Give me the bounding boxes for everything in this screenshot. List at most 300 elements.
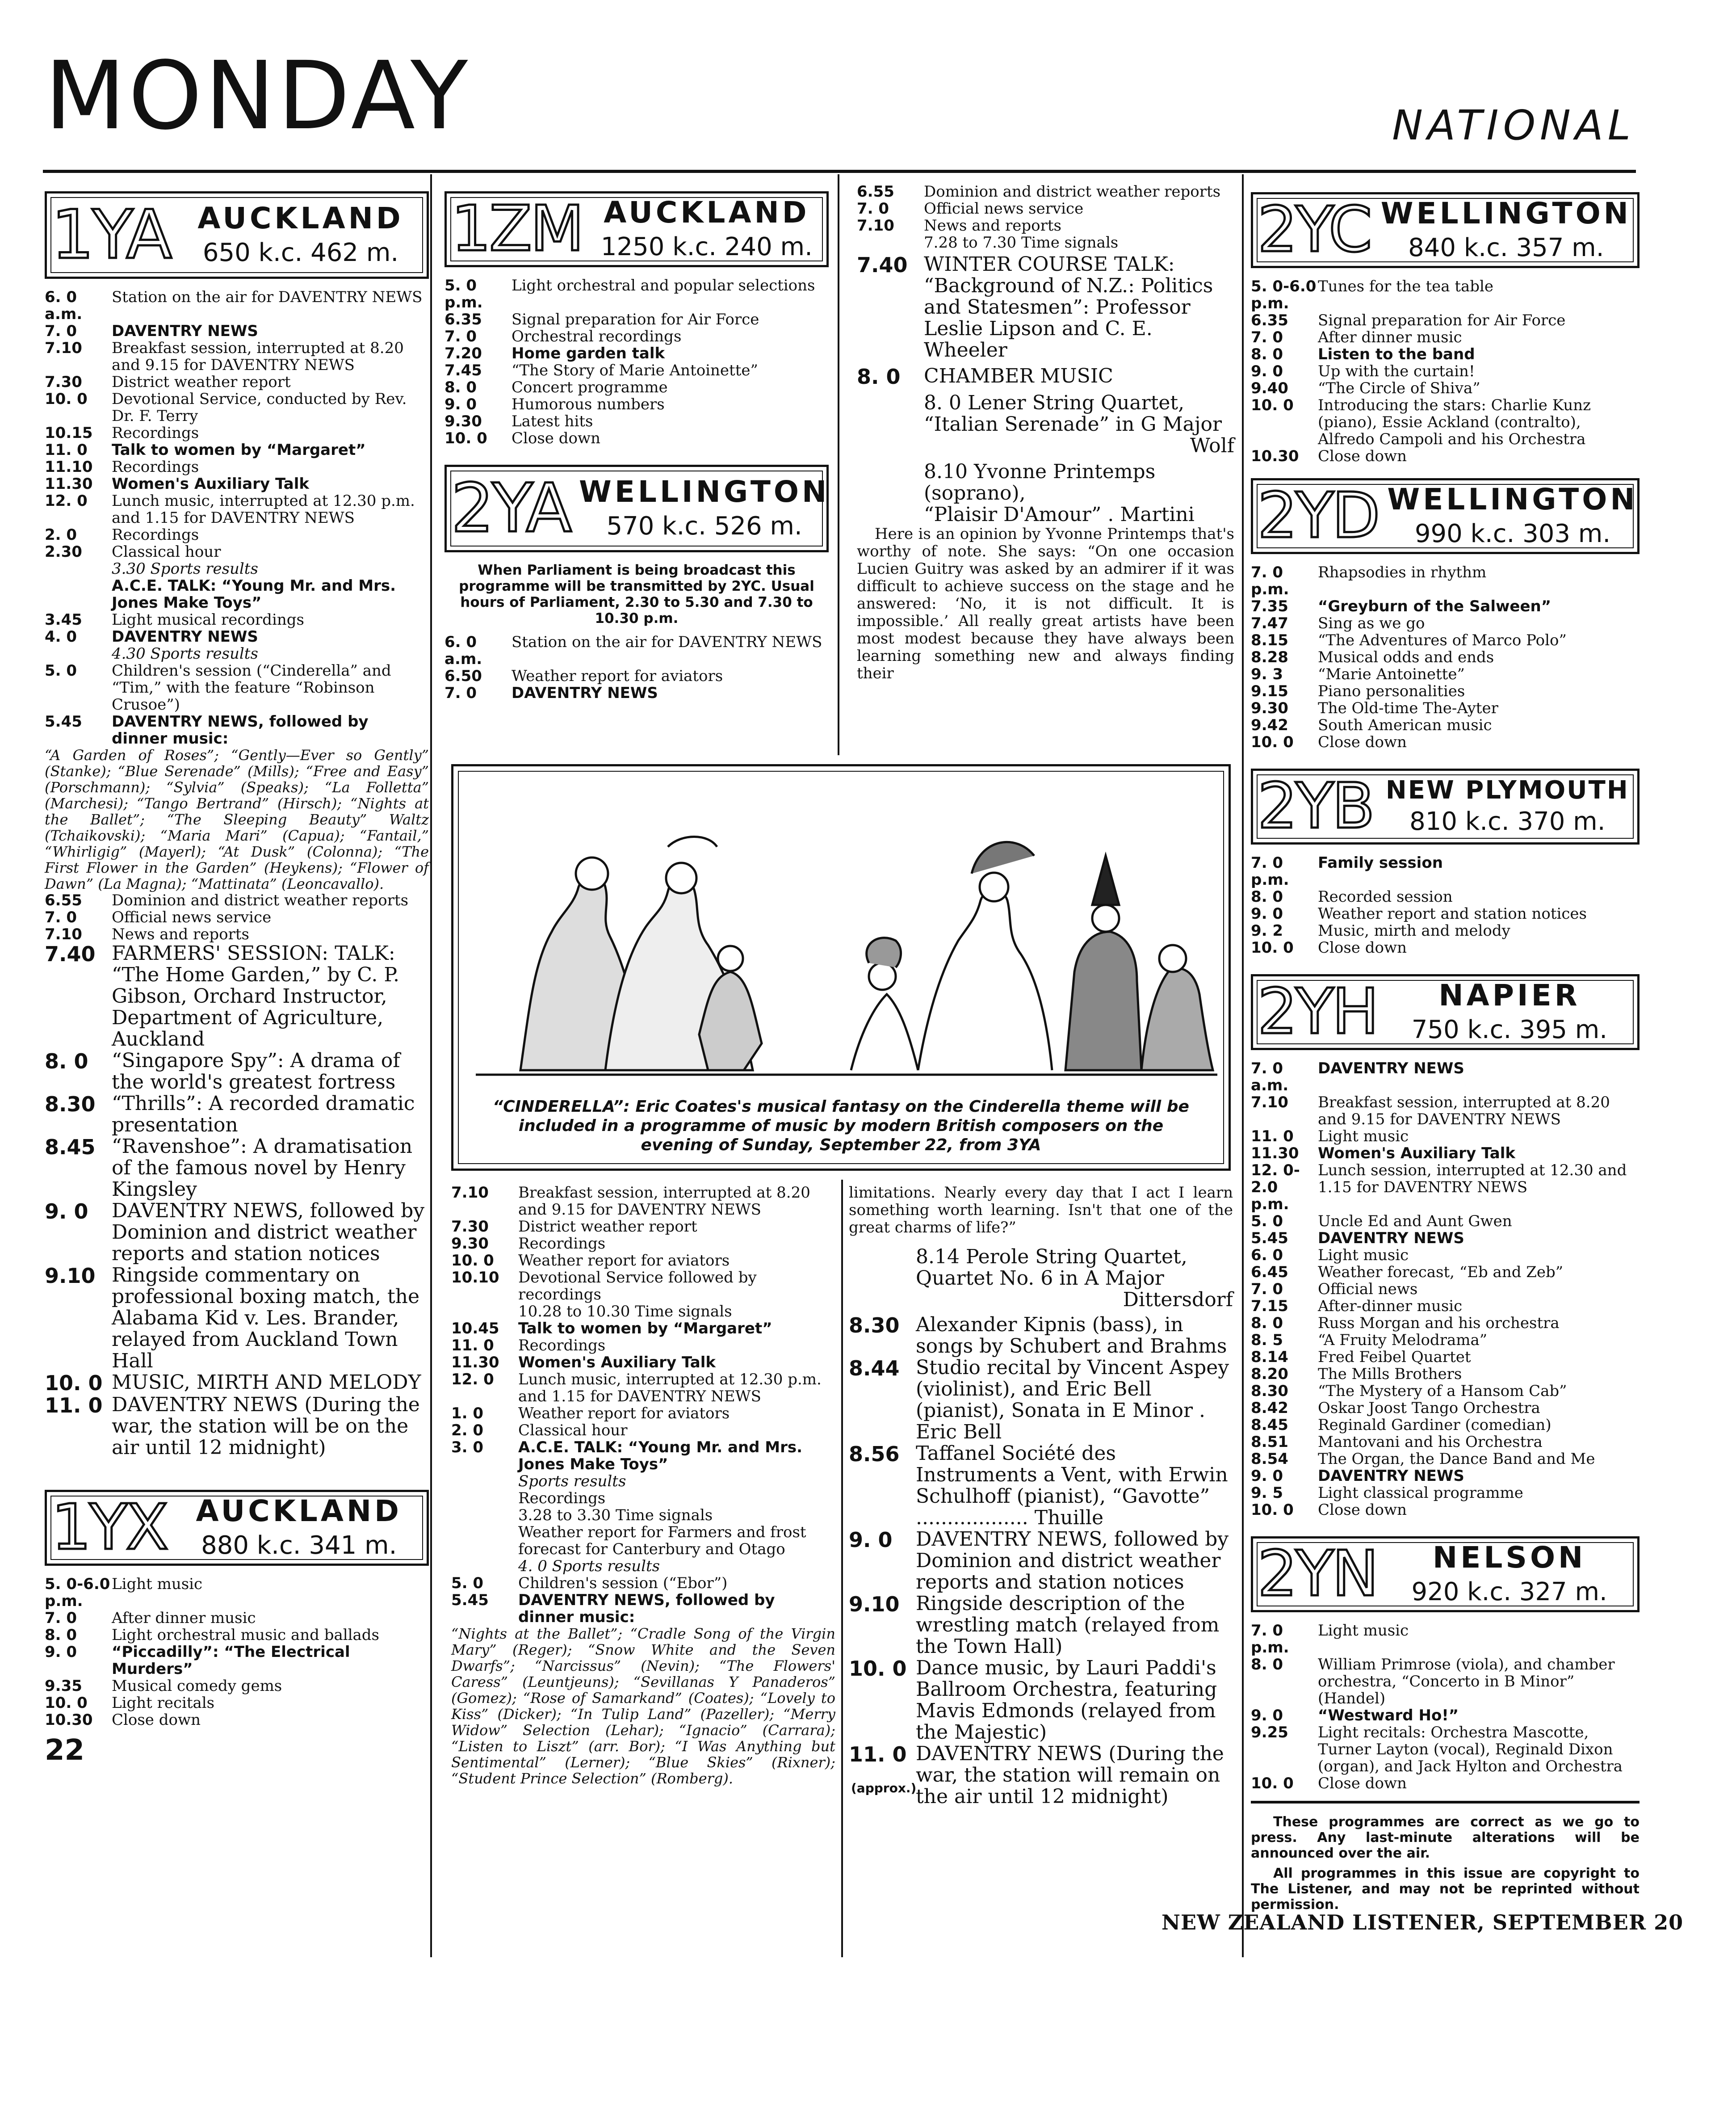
program-time	[451, 1490, 518, 1507]
program-title: Weather report for aviators	[518, 1404, 730, 1422]
program-entry	[45, 1200, 429, 1265]
program-time: 7. 0	[444, 684, 477, 702]
program-time: 8. 0	[1251, 888, 1283, 906]
program-entry	[45, 458, 429, 475]
program-time: 11.10	[45, 458, 93, 476]
station-frequency: 650 k.c. 462 m.	[202, 238, 399, 267]
program-time: 9. 0	[849, 1528, 893, 1552]
program-title: Mantovani and his Orchestra	[1318, 1433, 1543, 1451]
program-entry	[849, 1529, 1233, 1593]
program-time: 9. 2	[1251, 922, 1283, 940]
program-entry	[1251, 700, 1640, 717]
program-entry	[451, 1320, 835, 1337]
program-title: Light recitals: Orchestra Mascotte, Turner Layton (vocal), Reginald Dixon (organ), and Jack Hylton and Orchestra	[1318, 1724, 1623, 1775]
program-list-2yh	[1251, 1060, 1640, 1518]
program-time: 8.45	[1251, 1416, 1288, 1434]
program-time: 12. 0	[45, 492, 88, 510]
program-entry	[444, 430, 829, 447]
program-entry	[1251, 1656, 1640, 1707]
program-title: Family session	[1318, 854, 1443, 872]
program-title: Russ Morgan and his orchestra	[1318, 1314, 1560, 1332]
program-title: Children's session (“Cinderella” and “Tim,” with the feature “Robinson Crusoe”)	[112, 662, 391, 714]
program-time	[857, 234, 924, 251]
program-title: Breakfast session, interrupted at 8.20 and 9.15 for DAVENTRY NEWS	[1318, 1093, 1610, 1128]
program-entry	[1251, 278, 1640, 312]
program-entry	[444, 362, 829, 379]
program-entry	[45, 1677, 429, 1694]
program-time: 9.10	[45, 1264, 96, 1288]
program-title: Light music	[1318, 1127, 1409, 1145]
program-entry	[45, 926, 429, 943]
program-time: 11.30	[1251, 1144, 1299, 1162]
program-time: 8.20	[1251, 1365, 1288, 1383]
program-title: Uncle Ed and Aunt Gwen	[1318, 1212, 1512, 1230]
program-title: Breakfast session, interrupted at 8.20 and 9.15 for DAVENTRY NEWS	[518, 1184, 810, 1219]
program-title: Concert programme	[512, 378, 668, 396]
program-time: 9. 0	[1251, 362, 1283, 380]
program-title: Recordings	[112, 458, 199, 476]
program-time: 6. 0	[1251, 1246, 1283, 1264]
program-entry	[1251, 1366, 1640, 1383]
program-entry	[1251, 922, 1640, 939]
program-title: Recordings	[518, 1489, 606, 1507]
program-entry	[444, 685, 829, 702]
program-time: 8.51	[1251, 1433, 1288, 1451]
program-title: The Organ, the Dance Band and Me	[1318, 1450, 1595, 1468]
program-entry	[45, 611, 429, 628]
program-time: 7.30	[451, 1218, 489, 1236]
program-list-2ya	[444, 634, 829, 702]
program-entry	[45, 1576, 429, 1610]
program-entry	[1251, 939, 1640, 956]
program-entry	[1251, 632, 1640, 649]
program-title: “The Story of Marie Antoinette”	[512, 362, 758, 379]
program-title: DAVENTRY NEWS, followed by Dominion and district weather reports and station notices	[112, 1199, 425, 1265]
program-time: 10.45	[451, 1320, 499, 1337]
program-entry	[1251, 1298, 1640, 1315]
program-time: 10. 0	[451, 1252, 494, 1270]
program-entry	[1251, 1707, 1640, 1724]
program-title: WINTER COURSE TALK: “Background of N.Z.: Politics and Statesmen”: Professor Leslie Lipson and C. E. Wheeler	[924, 253, 1213, 362]
callsign-2ya: 2YA	[451, 470, 570, 547]
program-title: Sports results	[518, 1472, 626, 1490]
program-entry	[1251, 683, 1640, 700]
program-title: The Mills Brothers	[1318, 1365, 1462, 1383]
program-title: 3.28 to 3.30 Time signals	[518, 1506, 713, 1524]
program-time: 9. 3	[1251, 665, 1283, 683]
program-entry	[1251, 1417, 1640, 1434]
program-time: 7.30	[45, 373, 82, 391]
program-time: 10. 0	[45, 1371, 103, 1395]
program-entry	[45, 560, 429, 577]
approx-note: (approx.)	[851, 1781, 917, 1795]
program-title: Oskar Joost Tango Orchestra	[1318, 1399, 1540, 1417]
program-title: “Piccadilly”: “The Electrical Murders”	[112, 1643, 350, 1678]
program-time: 5. 0	[451, 1574, 484, 1592]
program-time: 10. 0	[849, 1656, 907, 1681]
program-title: Alexander Kipnis (bass), in songs by Schubert and Brahms	[916, 1313, 1227, 1358]
program-time: 8. 0	[1251, 1314, 1283, 1332]
program-title: DAVENTRY NEWS (During the war, the station will remain on the air until 12 midnight)	[916, 1742, 1224, 1808]
program-title: Dominion and district weather reports	[924, 183, 1221, 201]
program-entry	[1251, 854, 1640, 888]
column-divider	[841, 1180, 843, 1957]
program-title: “The Circle of Shiva”	[1318, 379, 1480, 397]
program-title: Light classical programme	[1318, 1484, 1523, 1502]
program-title: Signal preparation for Air Force	[1318, 311, 1566, 329]
program-entry	[45, 713, 429, 747]
program-title: Tunes for the tea table	[1318, 277, 1494, 295]
program-title: “The Mystery of a Hansom Cab”	[1318, 1382, 1567, 1400]
program-title: District weather report	[112, 373, 291, 391]
program-time: 8.44	[849, 1356, 900, 1380]
program-entry	[45, 909, 429, 926]
program-title: Reginald Gardiner (comedian)	[1318, 1416, 1551, 1434]
program-entry	[45, 1265, 429, 1372]
program-time: 6.35	[444, 311, 482, 328]
program-entry	[444, 634, 829, 668]
program-title: 10.28 to 10.30 Time signals	[518, 1303, 732, 1320]
program-time: 8.28	[1251, 648, 1288, 666]
program-title: After dinner music	[1318, 328, 1462, 346]
program-time: 9. 0	[1251, 1707, 1283, 1724]
program-entry	[1251, 1230, 1640, 1247]
program-time: 9. 0	[444, 395, 477, 413]
program-time	[451, 1524, 518, 1558]
program-time: 8. 0	[1251, 1656, 1283, 1673]
program-entry	[857, 217, 1234, 234]
program-title: District weather report	[518, 1218, 697, 1236]
program-time: 10. 0	[1251, 1501, 1294, 1519]
program-title: After dinner music	[112, 1609, 256, 1627]
program-title: “Singapore Spy”: A drama of the world's greatest fortress	[112, 1049, 400, 1093]
program-time: 8.30	[849, 1313, 900, 1337]
program-time: 7. 0	[857, 200, 889, 218]
program-title: Official news service	[112, 908, 272, 926]
program-entry	[451, 1269, 835, 1303]
page-title-day: MONDAY	[45, 41, 471, 151]
program-entry	[1251, 615, 1640, 632]
program-title: Breakfast session, interrupted at 8.20 and 9.15 for DAVENTRY NEWS	[112, 339, 404, 374]
program-list-2yd	[1251, 564, 1640, 751]
program-entry	[1251, 1060, 1640, 1094]
program-title: 4. 0 Sports results	[518, 1557, 660, 1575]
illustration-frame	[451, 764, 1231, 1171]
program-entry	[451, 1252, 835, 1269]
program-time: 6. 0 a.m.	[444, 633, 482, 668]
program-title: Women's Auxiliary Talk	[518, 1354, 716, 1371]
program-entry	[1251, 346, 1640, 363]
program-list-2ya-day	[451, 1184, 835, 1626]
program-title: Station on the air for DAVENTRY NEWS	[112, 288, 423, 306]
station-city: WELLINGTON	[579, 475, 830, 509]
program-entry	[45, 1136, 429, 1200]
station-frequency: 920 k.c. 327 m.	[1411, 1577, 1607, 1606]
program-title: 3.30 Sports results	[112, 560, 258, 578]
program-sub-plaisir: “Plaisir D'Amour” . Martini	[924, 503, 1195, 526]
program-title: FARMERS' SESSION: TALK: “The Home Garden,” by C. P. Gibson, Orchard Instructor, Department of Agriculture, Auckland	[112, 942, 399, 1051]
program-title: “Ravenshoe”: A dramatisation of the famous novel by Henry Kingsley	[112, 1135, 413, 1201]
program-time: 9.30	[1251, 699, 1288, 717]
program-time: 9.10	[849, 1592, 900, 1616]
program-title: Weather report and station notices	[1318, 905, 1587, 923]
program-title: Weather forecast, “Eb and Zeb”	[1318, 1263, 1564, 1281]
program-entry	[444, 345, 829, 362]
program-time: 9.40	[1251, 379, 1288, 397]
program-title: Lunch music, interrupted at 12.30 p.m. and 1.15 for DAVENTRY NEWS	[112, 492, 415, 527]
program-title: News and reports	[924, 217, 1061, 235]
program-title: Musical comedy gems	[112, 1677, 282, 1695]
program-time: 7.10	[45, 925, 82, 943]
program-title: Talk to women by “Margaret”	[112, 441, 366, 459]
program-entry	[1251, 380, 1640, 397]
composer: Dittersdorf	[1123, 1288, 1233, 1311]
program-entry	[451, 1507, 835, 1524]
program-entry	[451, 1439, 835, 1473]
program-entry	[45, 1050, 429, 1093]
program-title: Recordings	[518, 1235, 606, 1253]
station-frequency: 750 k.c. 395 m.	[1411, 1015, 1608, 1044]
program-title: William Primrose (viola), and chamber orchestra, “Concerto in B Minor” (Handel)	[1318, 1656, 1615, 1707]
station-box-2yd	[1251, 478, 1640, 554]
program-title: Recordings	[112, 424, 199, 442]
program-title: Light orchestral and popular selections	[512, 277, 815, 294]
program-entry	[45, 526, 429, 543]
footer-publication: NEW ZEALAND LISTENER, SEPTEMBER 20	[1162, 1910, 1684, 1934]
program-entry	[1251, 905, 1640, 922]
program-title: “Thrills”: A recorded dramatic presentation	[112, 1092, 415, 1136]
program-time	[45, 645, 112, 662]
program-time: 8.30	[1251, 1382, 1288, 1400]
program-time	[451, 1507, 518, 1524]
program-list-2yb	[1251, 854, 1640, 956]
program-title: After-dinner music	[1318, 1297, 1463, 1315]
column-3-top	[857, 183, 1234, 682]
program-entry	[45, 441, 429, 458]
program-entry	[45, 1627, 429, 1644]
parliament-note: When Parliament is being broadcast this programme will be transmitted by 2YC. Usual hours of Parliament, 2.30 to 5.30 and 7.30 to 10.30 p.m.	[459, 562, 814, 626]
program-time: 10. 0	[1251, 939, 1294, 957]
program-time: 8.30	[45, 1092, 96, 1116]
program-time: 10. 0	[444, 429, 487, 447]
column-4	[1251, 192, 1640, 1913]
program-title: Light music	[112, 1575, 203, 1593]
program-entry	[1251, 1349, 1640, 1366]
program-title: Piano personalities	[1318, 682, 1465, 700]
program-time: 11.30	[45, 475, 93, 493]
station-city: WELLINGTON	[1380, 196, 1631, 231]
program-entry	[444, 311, 829, 328]
program-title: Music, mirth and melody	[1318, 922, 1510, 940]
callsign-1yx: 1YX	[51, 1491, 167, 1564]
program-entry	[45, 577, 429, 611]
program-entry	[1251, 564, 1640, 598]
program-list-1ya-evening-news	[45, 892, 429, 943]
program-time: 9. 0	[1251, 1467, 1283, 1485]
program-title: Close down	[1318, 939, 1407, 957]
program-time: 5. 0	[45, 662, 77, 680]
program-time: 2.30	[45, 543, 82, 561]
program-entry	[451, 1405, 835, 1422]
program-entry	[1251, 1281, 1640, 1298]
program-time: 2. 0	[451, 1421, 484, 1439]
program-title: Close down	[1318, 1774, 1407, 1792]
header-rule	[43, 170, 1636, 173]
callsign-2yd: 2YD	[1258, 479, 1379, 552]
program-entry	[1251, 1247, 1640, 1264]
program-title: “Marie Antoinette”	[1318, 665, 1465, 683]
callsign-2yn: 2YN	[1258, 1538, 1377, 1610]
program-entry	[1251, 717, 1640, 734]
program-list-2ya-evening-news	[857, 183, 1234, 251]
program-time: 7.15	[1251, 1297, 1288, 1315]
program-time: 10.30	[45, 1711, 93, 1729]
program-title: DAVENTRY NEWS	[112, 322, 258, 340]
program-title: Listen to the band	[1318, 345, 1475, 363]
station-box-1ya	[45, 191, 429, 279]
program-entry	[1251, 1094, 1640, 1128]
program-time: 9.30	[444, 412, 482, 430]
program-time: 4. 0	[45, 628, 77, 646]
program-title: Light music	[1318, 1622, 1409, 1640]
program-time: 6.50	[444, 667, 482, 685]
program-time: 9. 0	[45, 1643, 77, 1661]
program-time: 5.45	[1251, 1229, 1288, 1247]
program-entry	[451, 1371, 835, 1405]
station-box-2yh	[1251, 974, 1640, 1050]
program-entry	[857, 254, 1234, 361]
program-title: Devotional Service followed by recordings	[518, 1269, 757, 1303]
program-time: 3.45	[45, 611, 82, 629]
program-time: 7.45	[444, 362, 482, 379]
program-entry	[857, 366, 1234, 388]
program-time: 7.20	[444, 345, 482, 362]
program-entry	[1251, 1400, 1640, 1417]
program-entry	[1251, 448, 1640, 465]
program-entry	[849, 1314, 1233, 1357]
program-title: Station on the air for DAVENTRY NEWS	[512, 633, 822, 651]
program-time: 10. 0	[1251, 1774, 1294, 1792]
section-label: NATIONAL	[1392, 101, 1635, 149]
program-entry	[1251, 1264, 1640, 1281]
program-title: Devotional Service, conducted by Rev. Dr. F. Terry	[112, 390, 407, 425]
program-entry	[1251, 598, 1640, 615]
program-entry	[444, 396, 829, 413]
program-entry	[45, 1372, 429, 1394]
program-title: Light musical recordings	[112, 611, 304, 629]
program-entry	[45, 425, 429, 441]
program-entry	[1251, 397, 1640, 448]
program-title: MUSIC, MIRTH AND MELODY	[112, 1371, 421, 1394]
program-title: Introducing the stars: Charlie Kunz (piano), Essie Ackland (contralto), Alfredo Campoli and his Orchestra	[1318, 396, 1591, 448]
program-time: 8. 0	[45, 1626, 77, 1644]
program-sub-lener: 8. 0 Lener String Quartet, “Italian Serenade” in G Major	[924, 391, 1222, 436]
program-time: 11.30	[451, 1354, 499, 1371]
program-time: 9.15	[1251, 682, 1288, 700]
program-time: 10.10	[451, 1269, 499, 1286]
program-title: Weather report for aviators	[512, 667, 723, 685]
station-city: NELSON	[1433, 1540, 1586, 1575]
station-frequency: 840 k.c. 357 m.	[1408, 233, 1604, 262]
program-entry	[1251, 1162, 1640, 1213]
program-title: 4.30 Sports results	[112, 645, 258, 663]
program-entry	[849, 1443, 1233, 1529]
program-entry	[1251, 1213, 1640, 1230]
program-title: CHAMBER MUSIC	[924, 365, 1113, 387]
program-title: Classical hour	[112, 543, 221, 561]
program-entry	[857, 183, 1234, 200]
program-title: Signal preparation for Air Force	[512, 311, 759, 328]
program-title: Rhapsodies in rhythm	[1318, 563, 1487, 581]
program-entry	[1251, 666, 1640, 683]
program-time: 9. 0	[1251, 905, 1283, 923]
program-title: Close down	[1318, 1501, 1407, 1519]
program-entry	[444, 379, 829, 396]
program-title: DAVENTRY NEWS	[112, 628, 258, 646]
program-time: 7. 0 p.m.	[1251, 1622, 1289, 1656]
program-sub-perole: 8.14 Perole String Quartet, Quartet No. 6 in A Major	[916, 1245, 1187, 1290]
program-entry	[45, 543, 429, 560]
program-time: 7.35	[1251, 597, 1288, 615]
illustration-caption: “CINDERELLA”: Eric Coates's musical fantasy on the Cinderella theme will be included in a programme of music by modern British composers on the evening of Sunday, September 22, from 3YA	[493, 1097, 1189, 1154]
station-box-2yc	[1251, 192, 1640, 268]
program-title: Classical hour	[518, 1421, 628, 1439]
article-text-continued: limitations. Nearly every day that I act I learn something worth learning. Isn't that one of the great charms of life?”	[849, 1184, 1233, 1236]
program-time: 11. 0	[451, 1337, 494, 1354]
program-title: Children's session (“Ebor”)	[518, 1574, 728, 1592]
program-time: 8.42	[1251, 1399, 1288, 1417]
program-time: 11. 0	[45, 441, 88, 459]
program-title: DAVENTRY NEWS	[1318, 1229, 1464, 1247]
station-city: NEW PLYMOUTH	[1385, 775, 1629, 805]
program-time: 3. 0	[451, 1438, 484, 1456]
program-entry	[1251, 1450, 1640, 1467]
program-time: 8. 0	[444, 378, 477, 396]
program-time: 7. 0	[1251, 1280, 1283, 1298]
program-time: 10. 0	[45, 1694, 88, 1712]
station-frequency: 990 k.c. 303 m.	[1414, 519, 1611, 548]
program-entry	[45, 475, 429, 492]
program-time: 8.45	[45, 1135, 96, 1159]
program-time: 5. 0 p.m.	[444, 277, 483, 311]
program-entry	[1251, 1434, 1640, 1450]
program-time	[45, 577, 112, 611]
station-frequency: 1250 k.c. 240 m.	[600, 232, 813, 261]
column-divider	[838, 174, 839, 755]
program-entry	[451, 1575, 835, 1592]
program-title: “Westward Ho!”	[1318, 1707, 1459, 1724]
program-entry	[1251, 1622, 1640, 1656]
program-entry	[444, 277, 829, 311]
program-time: 8.15	[1251, 631, 1288, 649]
program-entry	[849, 1357, 1233, 1443]
program-entry	[1251, 1484, 1640, 1501]
program-list-1zm	[444, 277, 829, 447]
program-time: 7. 0	[444, 328, 477, 345]
program-title: Up with the curtain!	[1318, 362, 1475, 380]
program-title: Ringside description of the wrestling match (relayed from the Town Hall)	[916, 1592, 1220, 1658]
program-time: 7.10	[857, 217, 894, 235]
program-time: 8.56	[849, 1442, 900, 1466]
program-time: 10. 0	[1251, 396, 1294, 414]
program-title: “A Fruity Melodrama”	[1318, 1331, 1488, 1349]
program-title: The Old-time The-Ayter	[1318, 699, 1498, 717]
program-time: 7.10	[451, 1184, 489, 1202]
program-entry	[1251, 363, 1640, 380]
program-title: “The Adventures of Marco Polo”	[1318, 631, 1567, 649]
program-title: Taffanel Société des Instruments a Vent, with Erwin Schulhoff (pianist), “Gavotte” .................. Thuille	[916, 1442, 1228, 1529]
column-divider	[1242, 174, 1244, 1957]
